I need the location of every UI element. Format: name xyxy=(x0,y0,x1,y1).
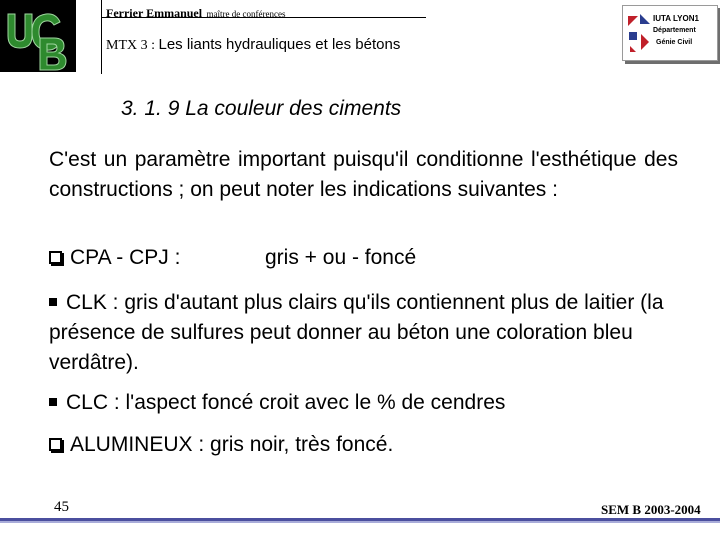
author-line xyxy=(106,4,286,22)
cpa-label: CPA - CPJ : xyxy=(70,246,181,269)
iut-department: Département xyxy=(653,27,696,34)
author-role: maître de conférences xyxy=(206,9,286,19)
clc-text: CLC : l'aspect foncé croit avec le % de cendres xyxy=(66,391,506,414)
cpa-value: gris + ou - foncé xyxy=(265,246,417,269)
footer-label: SEM B 2003-2004 xyxy=(601,502,701,517)
ucb-logo-graphic xyxy=(0,0,76,72)
square-bullet-icon xyxy=(49,298,57,306)
course-line xyxy=(106,36,400,54)
list-item-clc xyxy=(49,391,505,415)
footer-bar-shadow xyxy=(0,521,720,523)
header-vertical-rule xyxy=(101,0,102,74)
list-item-alumineux xyxy=(49,433,393,457)
square-bullet-icon xyxy=(49,398,57,406)
alumineux-text: ALUMINEUX : gris noir, très foncé. xyxy=(70,433,394,456)
iut-logo-mark-icon xyxy=(626,10,652,56)
course-code: MTX 3 : xyxy=(106,38,159,53)
section-title: 3. 1. 9 La couleur des ciments xyxy=(121,97,402,120)
list-item-clk xyxy=(49,288,671,378)
intro-paragraph: C'est un paramètre important puisqu'il conditionne l'esthétique des constructions ; on peut noter les indications suivantes : xyxy=(49,148,678,201)
iut-specialty: Génie Civil xyxy=(656,39,693,46)
iut-name: IUTA LYON1 xyxy=(653,14,699,23)
iut-lyon-logo xyxy=(622,5,718,61)
list-item-cpa xyxy=(49,246,180,270)
checkbox-bullet-icon xyxy=(49,251,62,264)
author-name: Ferrier Emmanuel xyxy=(106,6,203,20)
page-number: 45 xyxy=(54,499,69,515)
checkbox-bullet-icon xyxy=(49,438,62,451)
course-title: Les liants hydrauliques et les bétons xyxy=(158,36,401,53)
ucb-logo xyxy=(0,0,76,72)
clk-text: CLK : gris d'autant plus clairs qu'ils contiennent plus de laitier (la présence de sulfures peut donner au béton une coloration bleu verdâtre). xyxy=(49,291,664,374)
